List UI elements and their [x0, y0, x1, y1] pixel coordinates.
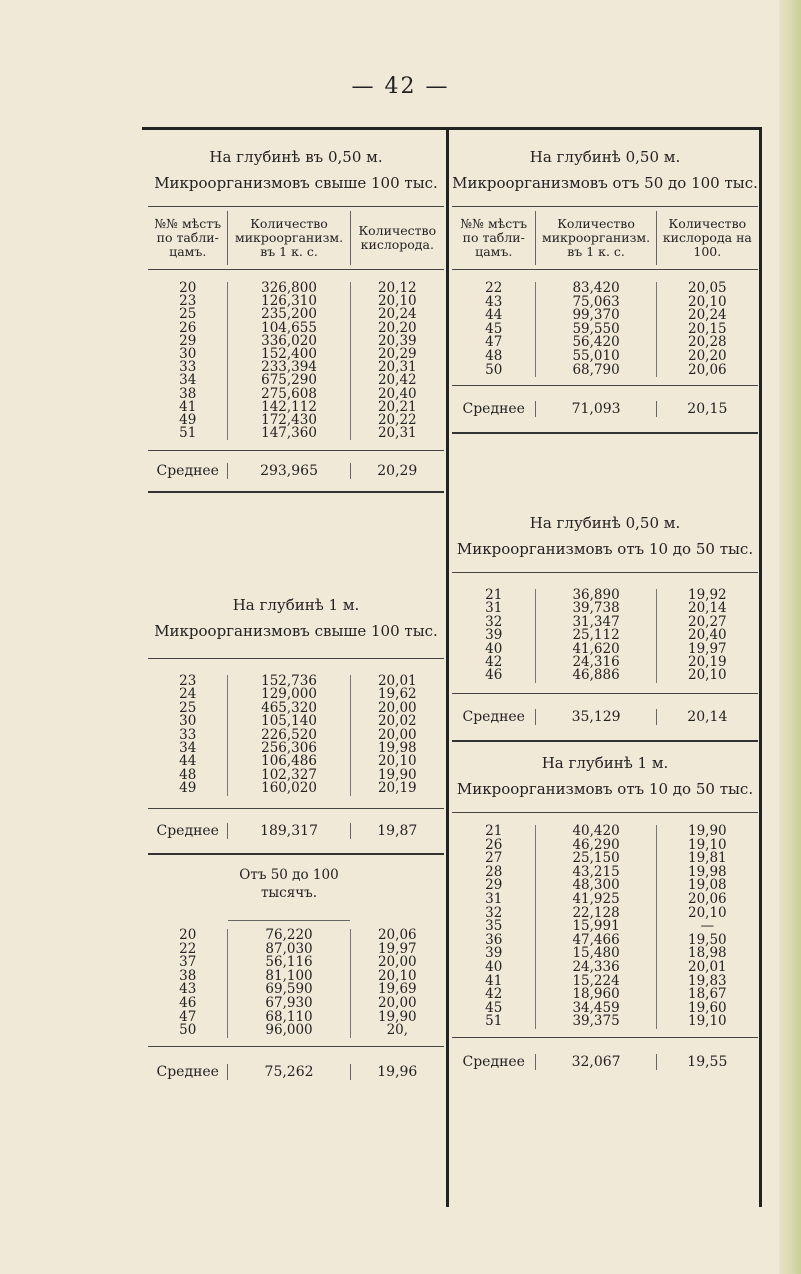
microorganism-count-cell: 31,347 — [535, 616, 655, 629]
oxygen-cell: 19,10 — [656, 839, 758, 853]
oxygen-cell: 19,90 — [656, 825, 758, 839]
place-number-cell: 20 — [179, 280, 197, 296]
right-t2-title2: Микроорганизмовъ отъ 10 до 50 тыс. — [456, 540, 754, 558]
table-row — [452, 1015, 758, 1029]
place-number-cell: 21 — [485, 823, 503, 839]
place-number-cell: 20 — [179, 927, 197, 943]
microorganism-count-cell: 105,140 — [227, 715, 349, 728]
place-number-cell: 32 — [485, 613, 503, 630]
place-number-cell: 45 — [485, 999, 503, 1016]
microorganism-count-cell: 24,336 — [535, 961, 655, 975]
average-count: 293,965 — [227, 463, 349, 479]
oxygen-cell: 20,22 — [350, 414, 444, 427]
microorganism-count-cell: 59,550 — [535, 323, 655, 337]
place-number-cell: 38 — [179, 967, 197, 984]
right-t3-rows — [452, 812, 758, 1037]
place-number-cell: 51 — [485, 1013, 503, 1030]
oxygen-cell: 19,69 — [350, 983, 444, 997]
oxygen-cell: 20,02 — [350, 715, 444, 728]
place-number-cell: 34 — [179, 739, 197, 756]
oxygen-cell: 19,92 — [656, 589, 758, 602]
place-number-cell: 30 — [179, 713, 197, 730]
left-t3-rows — [148, 921, 444, 1046]
microorganism-count-cell: 106,486 — [227, 755, 349, 768]
right-t1-h1: №№ мѣстъ по табли-цамъ. — [460, 216, 528, 259]
oxygen-cell: 20,10 — [656, 669, 758, 682]
average-label: Среднее — [462, 401, 525, 418]
microorganism-count-cell: 81,100 — [227, 970, 349, 984]
microorganism-count-cell: 160,020 — [227, 782, 349, 795]
place-number-cell: 23 — [179, 293, 197, 310]
top-rule — [142, 127, 762, 130]
place-number-cell: 30 — [179, 345, 197, 362]
microorganism-count-cell: 126,310 — [227, 295, 349, 308]
oxygen-cell: 20,20 — [350, 322, 444, 335]
microorganism-count-cell: 15,224 — [535, 975, 655, 989]
place-number-cell: 22 — [179, 940, 197, 957]
right-t1-title1: На глубинѣ 0,50 м. — [529, 148, 681, 166]
place-number-cell: 25 — [179, 306, 197, 323]
microorganism-count-cell: 76,220 — [227, 929, 349, 943]
place-number-cell: 37 — [179, 954, 197, 971]
oxygen-cell: 20,21 — [350, 401, 444, 414]
average-oxygen: 20,14 — [656, 709, 758, 725]
oxygen-cell: 19,83 — [656, 975, 758, 989]
left-t3-average — [148, 1046, 444, 1097]
oxygen-cell: 19,60 — [656, 1002, 758, 1016]
place-number-cell: 50 — [179, 1022, 197, 1039]
page-number: — 42 — — [351, 74, 450, 99]
average-label: Среднее — [462, 708, 525, 725]
oxygen-cell: 19,50 — [656, 934, 758, 948]
oxygen-cell: 20,01 — [350, 675, 444, 688]
average-label: Среднее — [462, 1053, 525, 1070]
left-t2-title1: На глубинѣ 1 м. — [232, 596, 360, 614]
left-t2-rows — [148, 658, 444, 808]
average-count: 71,093 — [535, 401, 655, 417]
right-t2-rows — [452, 572, 758, 693]
right-t1-h3: Количество кислорода на 100. — [656, 211, 758, 265]
microorganism-count-cell: 15,991 — [535, 920, 655, 934]
average-oxygen: 19,55 — [656, 1054, 758, 1070]
left-t3-subheading: Отъ 50 до 100 тысячъ. — [228, 866, 350, 921]
right-t1-h2: Количество микроорганизм. въ 1 к. с. — [535, 211, 655, 265]
microorganism-count-cell: 226,520 — [227, 729, 349, 742]
oxygen-cell: 20,00 — [350, 956, 444, 970]
average-label: Среднее — [156, 463, 219, 480]
microorganism-count-cell: 96,000 — [227, 1024, 349, 1038]
oxygen-cell: 19,10 — [656, 1015, 758, 1029]
oxygen-cell: 19,90 — [350, 1011, 444, 1025]
right-rule — [759, 127, 762, 1207]
oxygen-cell: 20,10 — [350, 755, 444, 768]
oxygen-cell: 19,97 — [656, 643, 758, 656]
oxygen-cell: 20,19 — [656, 656, 758, 669]
place-number-cell: 41 — [485, 972, 503, 989]
average-count: 189,317 — [227, 823, 349, 839]
microorganism-count-cell: 46,290 — [535, 839, 655, 853]
oxygen-cell: 19,98 — [656, 866, 758, 880]
microorganism-count-cell: 75,063 — [535, 296, 655, 310]
right-t3-title1: На глубинѣ 1 м. — [541, 754, 669, 772]
oxygen-cell: 20,29 — [350, 348, 444, 361]
left-t1-h1: №№ мѣстъ по табли-цамъ. — [154, 216, 222, 259]
oxygen-cell: 19,98 — [350, 742, 444, 755]
place-number-cell: 28 — [485, 863, 503, 880]
oxygen-cell: 20,24 — [656, 309, 758, 323]
microorganism-count-cell: 147,360 — [227, 427, 349, 440]
oxygen-cell: 20,06 — [656, 893, 758, 907]
oxygen-cell: 20,10 — [656, 296, 758, 310]
oxygen-cell: 19,90 — [350, 769, 444, 782]
right-t2-average — [452, 693, 758, 742]
right-table-3 — [452, 750, 758, 1086]
microorganism-count-cell: 56,420 — [535, 336, 655, 350]
microorganism-count-cell: 68,110 — [227, 1011, 349, 1025]
oxygen-cell: 19,81 — [656, 852, 758, 866]
oxygen-cell: 19,62 — [350, 688, 444, 701]
left-t1-rows — [148, 270, 444, 450]
microorganism-count-cell: 326,800 — [227, 282, 349, 295]
average-count: 35,129 — [535, 709, 655, 725]
place-number-cell: 27 — [485, 850, 503, 867]
oxygen-cell: 20,06 — [656, 364, 758, 378]
place-number-cell: 38 — [179, 385, 197, 402]
right-t1-average — [452, 385, 758, 434]
average-oxygen: 19,96 — [350, 1064, 444, 1080]
left-table-2 — [148, 592, 444, 855]
oxygen-cell: 20,00 — [350, 997, 444, 1011]
place-number-cell: 39 — [485, 945, 503, 962]
right-t1-title2: Микроорганизмовъ отъ 50 до 100 тыс. — [452, 174, 758, 192]
left-t2-average — [148, 808, 444, 855]
microorganism-count-cell: 48,300 — [535, 879, 655, 893]
microorganism-count-cell: 40,420 — [535, 825, 655, 839]
center-rule — [446, 127, 449, 1207]
place-number-cell: 29 — [179, 332, 197, 349]
place-number-cell: 24 — [179, 686, 197, 703]
place-number-cell: 48 — [485, 347, 503, 364]
oxygen-cell: 20,10 — [656, 907, 758, 921]
oxygen-cell: 20,31 — [350, 427, 444, 440]
right-t3-title2: Микроорганизмовъ отъ 10 до 50 тыс. — [456, 780, 754, 798]
microorganism-count-cell: 39,375 — [535, 1015, 655, 1029]
place-number-cell: 48 — [179, 766, 197, 783]
average-label: Среднее — [156, 822, 219, 839]
place-number-cell: 26 — [485, 836, 503, 853]
microorganism-count-cell: 41,620 — [535, 643, 655, 656]
microorganism-count-cell: 465,320 — [227, 702, 349, 715]
place-number-cell: 41 — [179, 398, 197, 415]
microorganism-count-cell: 275,608 — [227, 388, 349, 401]
oxygen-cell: 20,28 — [656, 336, 758, 350]
place-number-cell: 46 — [485, 667, 503, 684]
place-number-cell: 43 — [179, 981, 197, 998]
microorganism-count-cell: 235,200 — [227, 308, 349, 321]
place-number-cell: 50 — [485, 361, 503, 378]
microorganism-count-cell: 68,790 — [535, 364, 655, 378]
microorganism-count-cell: 83,420 — [535, 282, 655, 296]
microorganism-count-cell: 69,590 — [227, 983, 349, 997]
right-t1-header — [452, 206, 758, 270]
microorganism-count-cell: 34,459 — [535, 1002, 655, 1016]
table-row — [452, 361, 758, 378]
microorganism-count-cell: 25,150 — [535, 852, 655, 866]
place-number-cell: 42 — [485, 653, 503, 670]
left-t1-h3: Количество кислорода. — [350, 211, 444, 265]
microorganism-count-cell: 675,290 — [227, 374, 349, 387]
microorganism-count-cell: 18,960 — [535, 988, 655, 1002]
average-label: Среднее — [156, 1063, 219, 1080]
oxygen-cell: 20,19 — [350, 782, 444, 795]
place-number-cell: 51 — [179, 425, 197, 442]
microorganism-count-cell: 25,112 — [535, 629, 655, 642]
left-table-3 — [148, 866, 444, 1097]
left-t1-title1: На глубинѣ въ 0,50 м. — [209, 148, 383, 166]
microorganism-count-cell: 43,215 — [535, 866, 655, 880]
average-count: 32,067 — [535, 1054, 655, 1070]
microorganism-count-cell: 39,738 — [535, 602, 655, 615]
average-oxygen: 20,15 — [656, 401, 758, 417]
place-number-cell: 43 — [485, 293, 503, 310]
left-t2-title2: Микроорганизмовъ свыше 100 тыс. — [154, 622, 438, 640]
microorganism-count-cell: 233,394 — [227, 361, 349, 374]
place-number-cell: 36 — [485, 931, 503, 948]
right-table-1 — [452, 144, 758, 434]
microorganism-count-cell: 172,430 — [227, 414, 349, 427]
table-row — [148, 782, 444, 795]
oxygen-cell: — — [656, 920, 758, 934]
microorganism-count-cell: 56,116 — [227, 956, 349, 970]
place-number-cell: 33 — [179, 726, 197, 743]
table-row — [148, 1024, 444, 1038]
oxygen-cell: 20,06 — [350, 929, 444, 943]
microorganism-count-cell: 152,400 — [227, 348, 349, 361]
microorganism-count-cell: 55,010 — [535, 350, 655, 364]
place-number-cell: 31 — [485, 890, 503, 907]
microorganism-count-cell: 129,000 — [227, 688, 349, 701]
left-t1-header — [148, 206, 444, 270]
average-oxygen: 20,29 — [350, 463, 444, 479]
oxygen-cell: 20,40 — [656, 629, 758, 642]
microorganism-count-cell: 87,030 — [227, 943, 349, 957]
oxygen-cell: 20,39 — [350, 335, 444, 348]
microorganism-count-cell: 102,327 — [227, 769, 349, 782]
oxygen-cell: 20,24 — [350, 308, 444, 321]
microorganism-count-cell: 46,886 — [535, 669, 655, 682]
microorganism-count-cell: 22,128 — [535, 907, 655, 921]
microorganism-count-cell: 41,925 — [535, 893, 655, 907]
oxygen-cell: 20,15 — [656, 323, 758, 337]
table-row — [452, 669, 758, 682]
microorganism-count-cell: 142,112 — [227, 401, 349, 414]
oxygen-cell: 18,98 — [656, 947, 758, 961]
place-number-cell: 40 — [485, 640, 503, 657]
average-count: 75,262 — [227, 1064, 349, 1080]
right-t3-average — [452, 1037, 758, 1086]
oxygen-cell: 20,31 — [350, 361, 444, 374]
microorganism-count-cell: 104,655 — [227, 322, 349, 335]
oxygen-cell: 20,00 — [350, 702, 444, 715]
right-table-2 — [452, 510, 758, 742]
place-number-cell: 29 — [485, 877, 503, 894]
place-number-cell: 26 — [179, 319, 197, 336]
table-row — [148, 427, 444, 440]
left-t1-h2: Количество микроорганизм. въ 1 к. с. — [227, 211, 349, 265]
microorganism-count-cell: 67,930 — [227, 997, 349, 1011]
oxygen-cell: 20,10 — [350, 970, 444, 984]
right-t2-title1: На глубинѣ 0,50 м. — [529, 514, 681, 532]
place-number-cell: 49 — [179, 780, 197, 797]
place-number-cell: 31 — [485, 600, 503, 617]
average-oxygen: 19,87 — [350, 823, 444, 839]
place-number-cell: 42 — [485, 986, 503, 1003]
place-number-cell: 39 — [485, 627, 503, 644]
right-t1-rows — [452, 270, 758, 385]
microorganism-count-cell: 15,480 — [535, 947, 655, 961]
oxygen-cell: 20, — [350, 1024, 444, 1038]
microorganism-count-cell: 336,020 — [227, 335, 349, 348]
oxygen-cell: 20,27 — [656, 616, 758, 629]
microorganism-count-cell: 47,466 — [535, 934, 655, 948]
place-number-cell: 22 — [485, 280, 503, 296]
oxygen-cell: 20,10 — [350, 295, 444, 308]
place-number-cell: 44 — [485, 307, 503, 324]
place-number-cell: 44 — [179, 753, 197, 770]
oxygen-cell: 19,08 — [656, 879, 758, 893]
oxygen-cell: 20,20 — [656, 350, 758, 364]
oxygen-cell: 20,05 — [656, 282, 758, 296]
place-number-cell: 33 — [179, 359, 197, 376]
microorganism-count-cell: 36,890 — [535, 589, 655, 602]
place-number-cell: 25 — [179, 699, 197, 716]
microorganism-count-cell: 99,370 — [535, 309, 655, 323]
left-t1-average — [148, 450, 444, 493]
place-number-cell: 32 — [485, 904, 503, 921]
page-edge — [779, 0, 801, 1274]
oxygen-cell: 20,14 — [656, 602, 758, 615]
place-number-cell: 34 — [179, 372, 197, 389]
microorganism-count-cell: 152,736 — [227, 675, 349, 688]
oxygen-cell: 20,12 — [350, 282, 444, 295]
place-number-cell: 40 — [485, 958, 503, 975]
place-number-cell: 45 — [485, 320, 503, 337]
place-number-cell: 35 — [485, 918, 503, 935]
place-number-cell: 21 — [485, 587, 503, 603]
microorganism-count-cell: 256,306 — [227, 742, 349, 755]
oxygen-cell: 20,40 — [350, 388, 444, 401]
oxygen-cell: 18,67 — [656, 988, 758, 1002]
left-table-1 — [148, 144, 444, 493]
place-number-cell: 47 — [485, 334, 503, 351]
microorganism-count-cell: 24,316 — [535, 656, 655, 669]
oxygen-cell: 20,42 — [350, 374, 444, 387]
place-number-cell: 49 — [179, 411, 197, 428]
place-number-cell: 47 — [179, 1008, 197, 1025]
place-number-cell: 23 — [179, 673, 197, 689]
place-number-cell: 46 — [179, 994, 197, 1011]
oxygen-cell: 20,01 — [656, 961, 758, 975]
oxygen-cell: 20,00 — [350, 729, 444, 742]
oxygen-cell: 19,97 — [350, 943, 444, 957]
left-t1-title2: Микроорганизмовъ свыше 100 тыс. — [154, 174, 438, 192]
